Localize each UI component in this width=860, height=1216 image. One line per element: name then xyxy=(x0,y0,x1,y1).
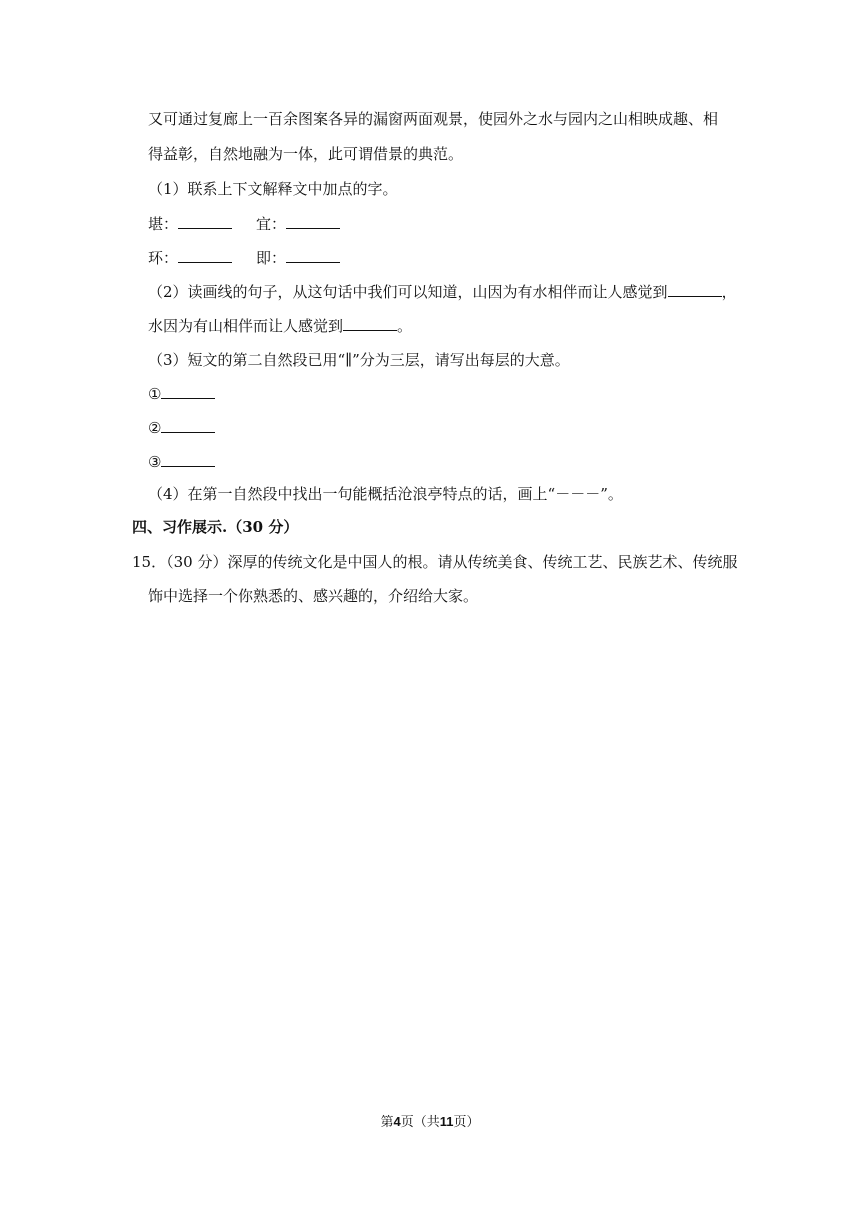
answer-label-huan: 环： xyxy=(148,249,179,267)
punctuation: 。 xyxy=(397,317,413,335)
footer-text: 第 xyxy=(380,1115,394,1130)
question-2-line-2 xyxy=(148,316,412,336)
answer-blank xyxy=(161,419,215,433)
footer-page-number: 4 xyxy=(393,1114,401,1129)
punctuation: ， xyxy=(721,283,737,301)
item-number: ① xyxy=(148,385,162,403)
item-number: ② xyxy=(148,419,162,437)
answer-blank xyxy=(161,385,215,399)
footer-text: 页） xyxy=(453,1115,480,1130)
question-15-line-2: 饰中选择一个你熟悉的、感兴趣的，介绍给大家。 xyxy=(148,587,479,605)
answer-blank xyxy=(161,453,215,467)
question-3-item-1 xyxy=(148,384,215,404)
passage-line-1: 又可通过复廊上一百余图案各异的漏窗两面观景，使园外之水与园内之山相映成趣、相 xyxy=(148,110,719,128)
answer-blank xyxy=(178,215,232,229)
answer-blank xyxy=(178,249,232,263)
answer-blank xyxy=(286,249,340,263)
question-1-row-2 xyxy=(148,248,340,268)
answer-blank xyxy=(343,317,397,331)
answer-blank xyxy=(286,215,340,229)
question-15-line-1: 15．（30 分）深厚的传统文化是中国人的根。请从传统美食、传统工艺、民族艺术、传统服 xyxy=(132,553,738,571)
passage-line-2: 得益彰，自然地融为一体，此可谓借景的典范。 xyxy=(148,145,464,163)
question-4-prompt: （4）在第一自然段中找出一句能概括沧浪亭特点的话，画上“－－－”。 xyxy=(148,485,623,503)
section-heading: 四、习作展示.（30 分） xyxy=(132,518,299,536)
question-2-text: 水因为有山相伴而让人感觉到 xyxy=(148,317,344,335)
question-3-item-3 xyxy=(148,452,215,472)
answer-label-kan: 堪： xyxy=(148,215,179,233)
footer-total-pages: 11 xyxy=(439,1114,454,1129)
page-footer xyxy=(0,1113,860,1132)
question-3-prompt: （3）短文的第二自然段已用“∥”分为三层，请写出每层的大意。 xyxy=(148,351,570,369)
answer-label-ji: 即： xyxy=(256,249,287,267)
answer-blank xyxy=(668,283,722,297)
answer-label-yi: 宜： xyxy=(256,215,287,233)
question-2-text: （2）读画线的句子，从这句话中我们可以知道，山因为有水相伴而让人感觉到 xyxy=(148,283,668,301)
item-number: ③ xyxy=(148,453,162,471)
question-1-prompt: （1）联系上下文解释文中加点的字。 xyxy=(148,180,398,198)
footer-text: 页（共 xyxy=(400,1115,440,1130)
question-2-line-1 xyxy=(148,282,737,302)
question-3-item-2 xyxy=(148,418,215,438)
question-1-row-1 xyxy=(148,214,340,234)
